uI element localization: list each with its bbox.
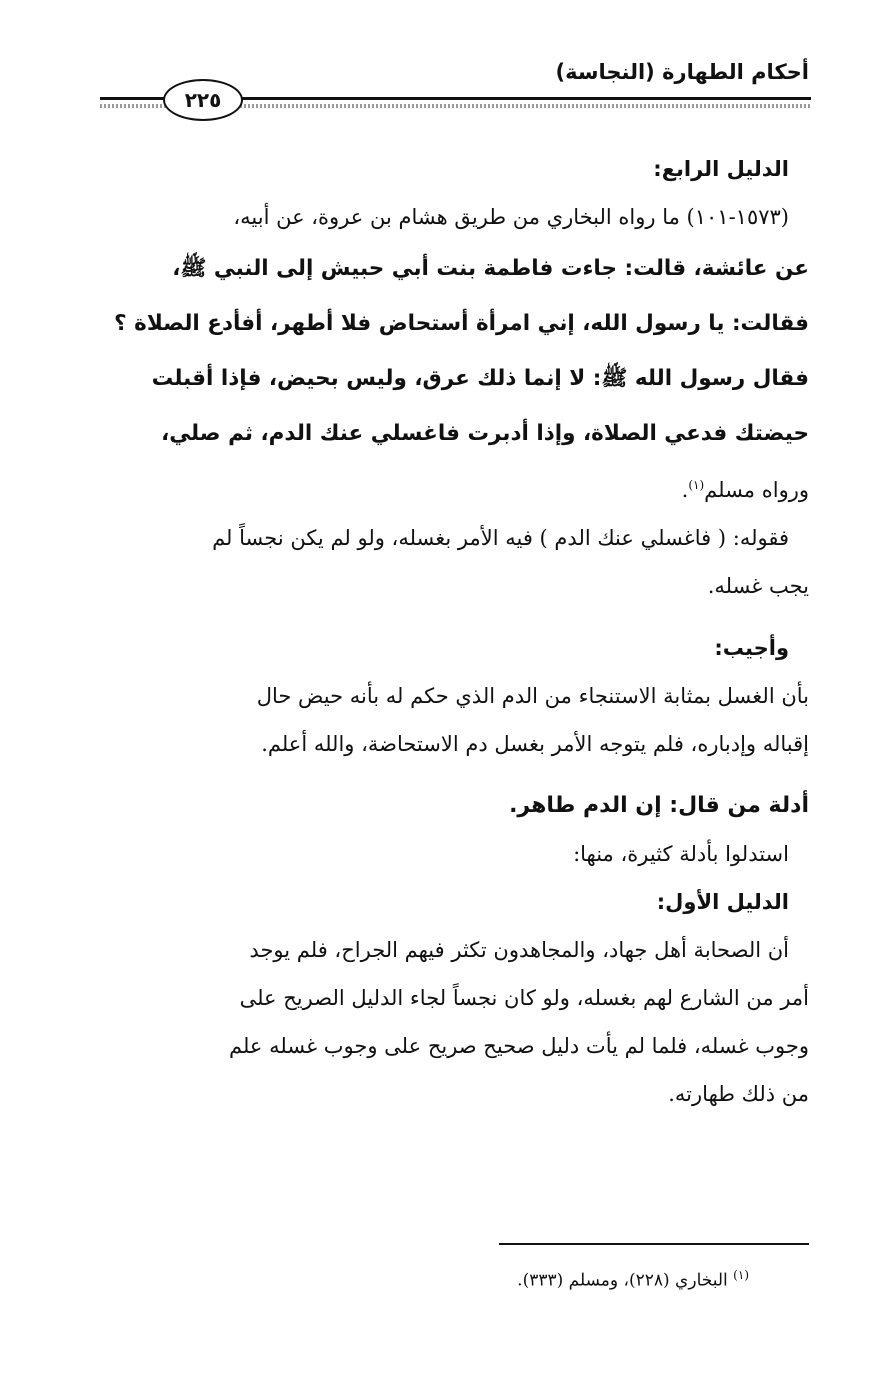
hadith-line-4: حيضتك فدعي الصلاة، وإذا أدبرت فاغسلي عنك الدم، ثم صلي، (161, 421, 809, 446)
footnote-marker: (١) (688, 478, 705, 492)
analysis-line-1: فقوله: ( فاغسلي عنك الدم ) فيه الأمر بغسله، ولو لم يكن نجساً لم (212, 526, 789, 550)
heading-fourth-evidence: الدليل الرابع: (653, 157, 789, 181)
first-evidence-line-1: أن الصحابة أهل جهاد، والمجاهدون تكثر فيهم الجراح، فلم يوجد (249, 938, 789, 962)
answer-line-1: بأن الغسل بمثابة الاستنجاء من الدم الذي حكم له بأنه حيض حال (256, 684, 809, 708)
narration-line: (١٥٧٣-١٠١) ما رواه البخاري من طريق هشام بن عروة، عن أبيه، (233, 205, 789, 229)
answer-line-2: إقباله وإدباره، فلم يتوجه الأمر بغسل دم الاستحاضة، والله أعلم. (261, 732, 809, 756)
spacer (92, 768, 809, 782)
narration-end-text: ورواه مسلم (704, 478, 809, 502)
section-title: أدلة من قال: إن الدم طاهر. (509, 793, 809, 818)
narration-end-line: ورواه مسلم$^{(١)}$. (681, 478, 809, 502)
footnote-number: (١) (733, 1268, 749, 1282)
intro-line: استدلوا بأدلة كثيرة، منها: (573, 842, 789, 866)
analysis-line-2: يجب غسله. (707, 574, 809, 598)
hadith-line-3: فقال رسول الله ﷺ: لا إنما ذلك عرق، وليس بحيض، فإذا أقبلت (151, 366, 809, 391)
page-number: ٢٢٥ (163, 79, 243, 121)
spacer (92, 610, 809, 624)
footnote-text: البخاري (٢٢٨)، ومسلم (٣٣٣). (517, 1270, 728, 1291)
first-evidence-line-3: وجوب غسله، فلما لم يأت دليل صحيح صريح على وجوب غسله علم (229, 1034, 809, 1058)
footnote (517, 1268, 749, 1291)
page-body (92, 145, 809, 1118)
first-evidence-line-2: أمر من الشارع لهم بغسله، ولو كان نجساً لجاء الدليل الصريح على (239, 986, 809, 1010)
heading-first-evidence: الدليل الأول: (656, 890, 789, 914)
hadith-line-1: عن عائشة، قالت: جاءت فاطمة بنت أبي حبيش إلى النبي ﷺ، (172, 256, 809, 281)
footnote-rule (499, 1243, 809, 1245)
answer-heading: وأجيب: (714, 636, 789, 660)
running-title: أحكام الطهارة (النجاسة) (555, 60, 809, 84)
first-evidence-line-4: من ذلك طهارته. (668, 1082, 809, 1106)
hadith-line-2: فقالت: يا رسول الله، إني امرأة أستحاض فلا أطهر، أفأدع الصلاة ؟ (114, 311, 809, 336)
